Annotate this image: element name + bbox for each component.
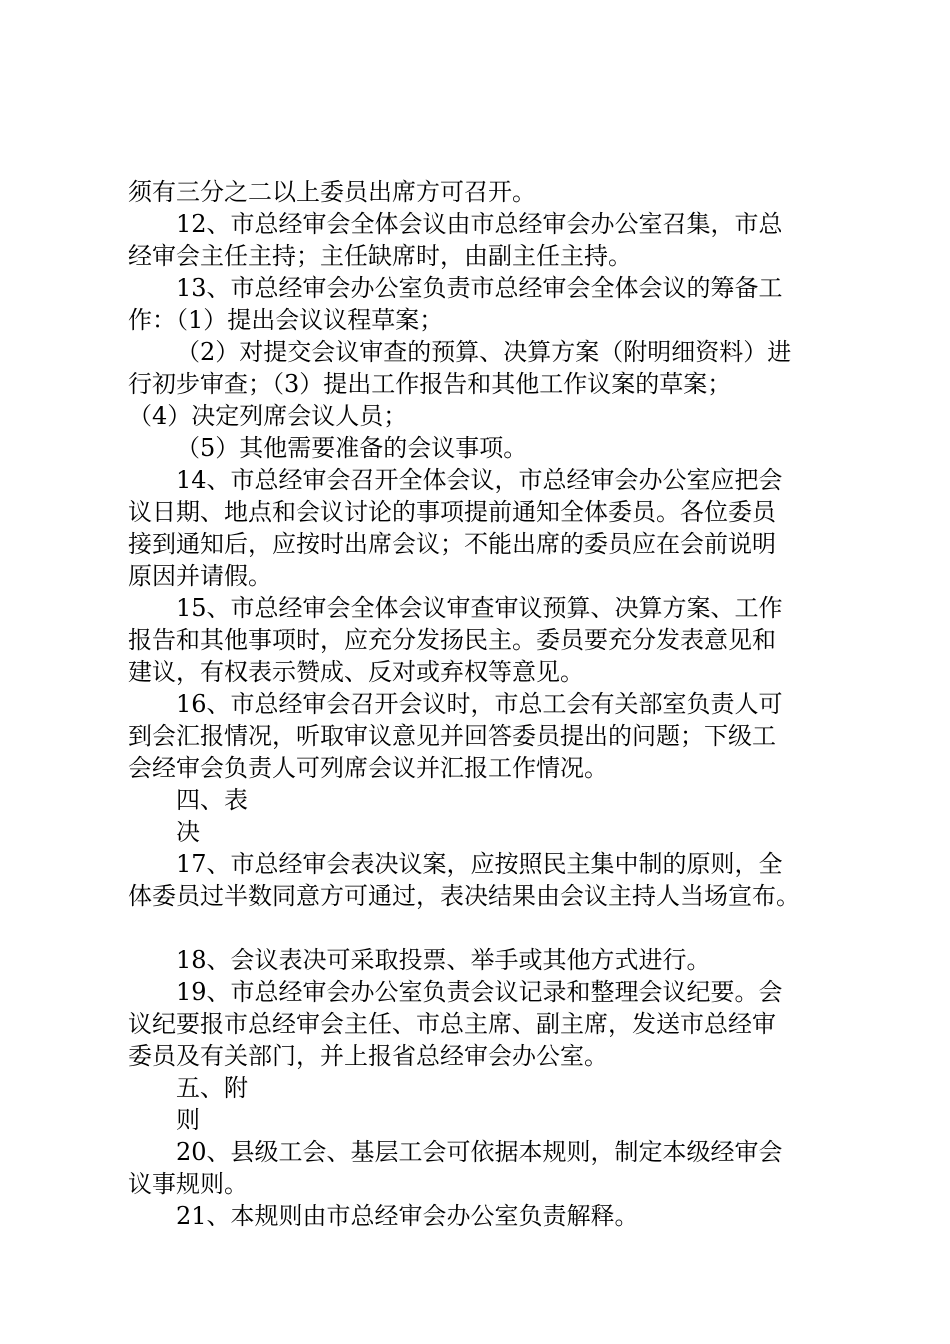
text-line: 15、市总经审会全体会议审查审议预算、决算方案、工作 — [176, 594, 783, 622]
text-line: 20、县级工会、基层工会可依据本规则，制定本级经审会 — [176, 1138, 783, 1166]
text-line: 14、市总经审会召开全体会议，市总经审会办公室应把会 — [176, 466, 783, 494]
text-line: （5）其他需要准备的会议事项。 — [176, 434, 528, 462]
text-line: 委员及有关部门，并上报省总经审会办公室。 — [128, 1042, 608, 1070]
text-line: 原因并请假。 — [128, 562, 272, 590]
text-line: 须有三分之二以上委员出席方可召开。 — [128, 178, 536, 206]
text-line: 16、市总经审会召开会议时，市总工会有关部室负责人可 — [176, 690, 783, 718]
text-line: 行初步审查；（3）提出工作报告和其他工作议案的草案； — [128, 370, 732, 398]
text-line: 经审会主任主持；主任缺席时，由副主任主持。 — [128, 242, 632, 270]
text-line: 19、市总经审会办公室负责会议记录和整理会议纪要。会 — [176, 978, 783, 1006]
text-line: 作：（1）提出会议议程草案； — [128, 306, 444, 334]
text-line: 18、会议表决可采取投票、举手或其他方式进行。 — [176, 946, 711, 974]
text-line: 13、市总经审会办公室负责市总经审会全体会议的筹备工 — [176, 274, 783, 302]
text-line: 建议，有权表示赞成、反对或弃权等意见。 — [128, 658, 584, 686]
text-line: 21、本规则由市总经审会办公室负责解释。 — [176, 1202, 639, 1230]
section-heading: 则 — [176, 1106, 200, 1134]
text-line: 12、市总经审会全体会议由市总经审会办公室召集，市总 — [176, 210, 783, 238]
section-heading: 四、表 — [176, 786, 248, 814]
section-heading: 决 — [176, 818, 200, 846]
text-line: 报告和其他事项时，应充分发扬民主。委员要充分发表意见和 — [128, 626, 776, 654]
text-line: 会经审会负责人可列席会议并汇报工作情况。 — [128, 754, 608, 782]
text-line: （4）决定列席会议人员； — [128, 402, 408, 430]
section-heading: 五、附 — [176, 1074, 248, 1102]
text-line: 体委员过半数同意方可通过，表决结果由会议主持人当场宣布。 — [128, 882, 800, 910]
text-line: 议事规则。 — [128, 1170, 248, 1198]
text-line: 议日期、地点和会议讨论的事项提前通知全体委员。各位委员 — [128, 498, 776, 526]
text-line: （2）对提交会议审查的预算、决算方案（附明细资料）进 — [176, 338, 792, 366]
text-line: 接到通知后，应按时出席会议；不能出席的委员应在会前说明 — [128, 530, 776, 558]
text-line: 17、市总经审会表决议案，应按照民主集中制的原则，全 — [176, 850, 783, 878]
text-line: 议纪要报市总经审会主任、市总主席、副主席，发送市总经审 — [128, 1010, 776, 1038]
text-line: 到会汇报情况，听取审议意见并回答委员提出的问题；下级工 — [128, 722, 776, 750]
